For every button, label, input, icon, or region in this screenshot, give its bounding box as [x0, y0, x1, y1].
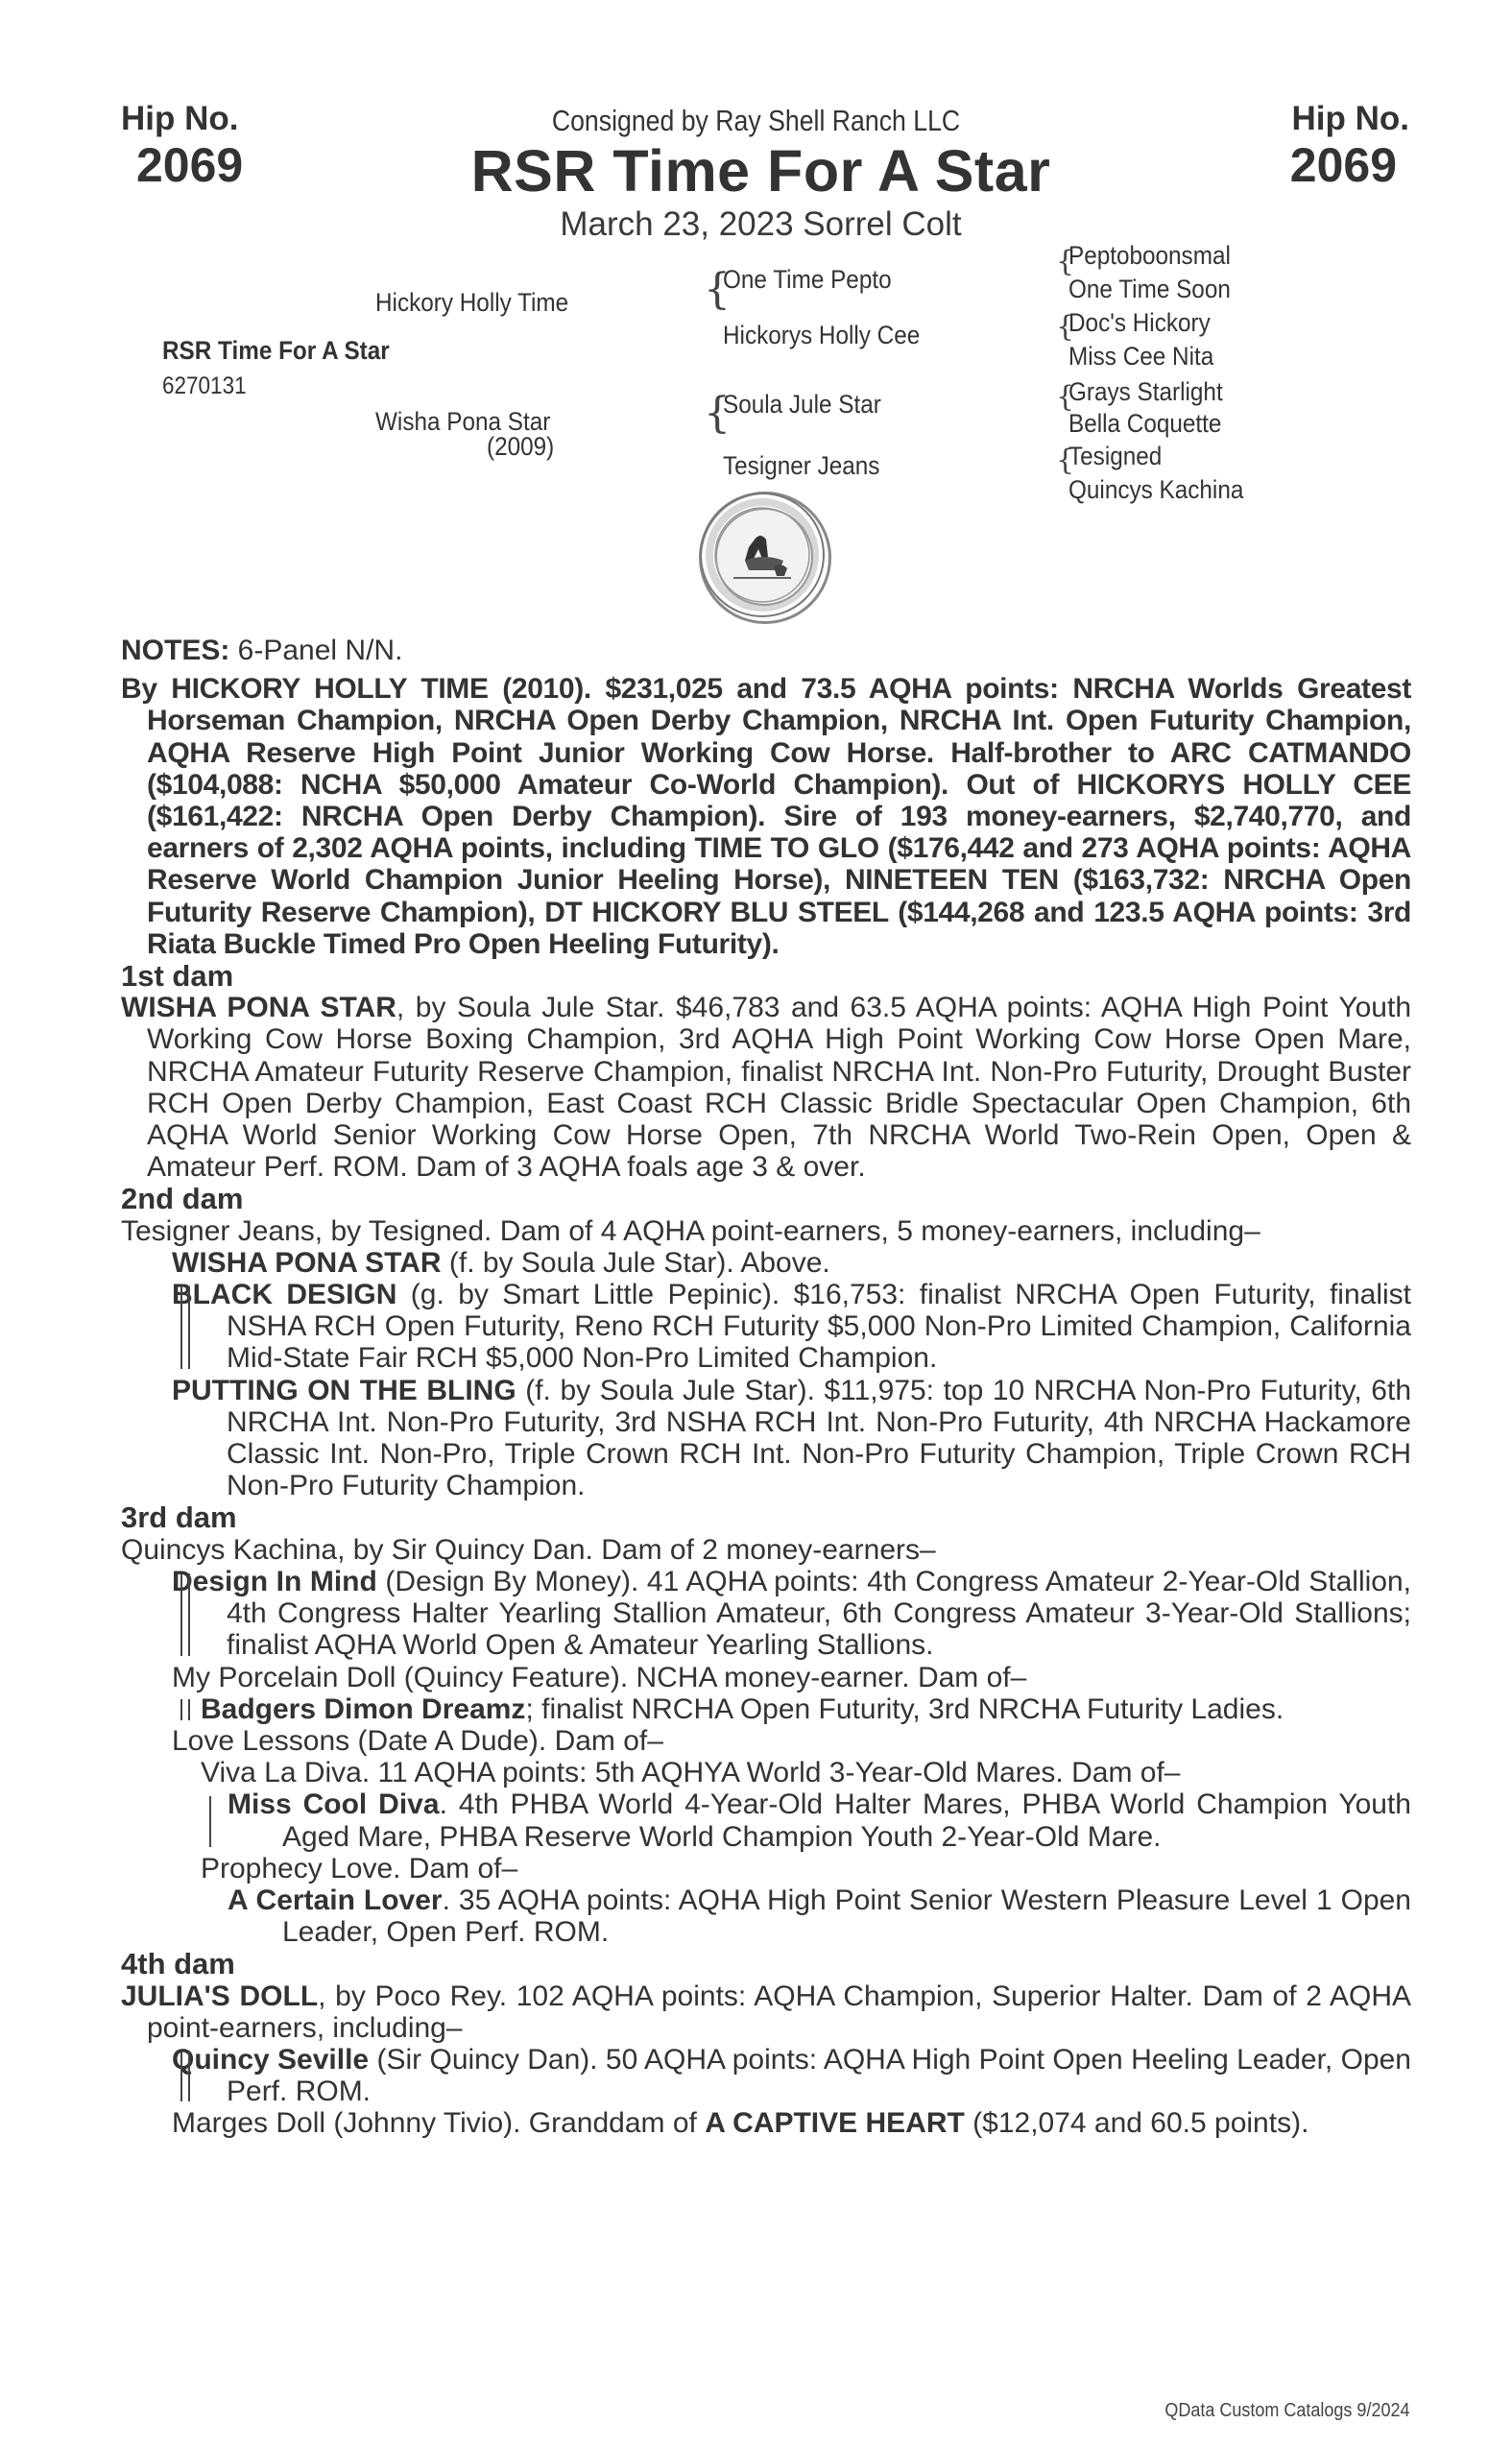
catalog-page-content [121, 629, 1411, 2140]
first-dam-heading: 1st dam [121, 959, 234, 994]
produce-record [121, 1279, 1411, 1375]
consignor: Consigned by Ray Shell Ranch LLC [551, 104, 961, 137]
catalog-footer: QData Custom Catalogs 9/2024 [1164, 2400, 1409, 2421]
fourth-dam-heading: 4th dam [121, 1947, 235, 1981]
pedigree-g2: One Time Soon [1068, 275, 1231, 303]
produce-name: BLACK DESIGN [172, 1279, 397, 1311]
registration-number: 6270131 [162, 372, 247, 399]
pedigree-subject: RSR Time For A Star [162, 336, 390, 365]
produce-record [121, 1884, 1411, 1948]
notes-line [121, 635, 1411, 666]
pedigree-sire: Hickory Holly Time [375, 288, 569, 317]
produce-record [121, 1247, 1411, 1279]
produce-text: (Sir Quincy Dan). 50 AQHA points: AQHA High Point Open Heeling Leader, Open Perf. ROM. [227, 2043, 1411, 2108]
produce-record [121, 2044, 1411, 2107]
produce-text: ($12,074 and 60.5 points). [964, 2107, 1309, 2140]
notes-label: NOTES: [121, 635, 230, 666]
produce-text: (f. by Soula Jule Star). $11,975: top 10 NRCHA Non-Pro Futurity, 6th NRCHA Int. Non-Pro Futurity, 3rd NSHA RCH Int. Non-Pro Futurity, 4th NRCHA Hackamore Classic Int. Non-Pro, Triple Crown RCH Int. Non-Pro Futurity Champion, Triple Crown RCH Non-Pro Futurity Champion. [227, 1374, 1411, 1502]
produce-record: Love Lessons (Date A Dude). Dam of– [172, 1724, 663, 1757]
pedigree-sire-sire: One Time Pepto [723, 265, 892, 294]
produce-record [121, 1375, 1411, 1502]
second-dam-intro: Tesigner Jeans, by Tesigned. Dam of 4 AQHA point-earners, 5 money-earners, including– [121, 1214, 1260, 1247]
second-dam-heading: 2nd dam [121, 1182, 244, 1216]
produce-name: WISHA PONA STAR [172, 1246, 442, 1279]
produce-record: Prophecy Love. Dam of– [201, 1852, 518, 1884]
produce-name: Badgers Dimon Dreamz [201, 1692, 526, 1725]
brace-icon: { [1056, 444, 1075, 477]
produce-text: (Design By Money). 41 AQHA points: 4th Congress Amateur 2-Year-Old Stallion, 4th Congress Halter Yearling Stallion Amateur, 6th Congress Amateur 3-Year-Old Stallions; finalist AQHA World Open & Amateur Yearling Stallions. [227, 1565, 1411, 1662]
sire-information: By HICKORY HOLLY TIME (2010). $231,025 and 73.5 AQHA points: NRCHA Worlds Greatest Horseman Champion, NRCHA Open Derby Champion, NRCHA Int. Open Futurity Champion, AQHA Reserve High Point Junior Working Cow Horse. Half-brother to ARC CATMANDO ($104,088: NCHA $50,000 Amateur Co-World Champion). Out of HICKORYS HOLLY CEE ($161,422: NRCHA Open Derby Champion). Sire of 193 money-earners, $2,740,770, and earners of 2,302 AQHA points, including TIME TO GLO ($176,442 and 273 AQHA points: AQHA Reserve World Champion Junior Heeling Horse), NINETEEN TEN ($163,732: NRCHA Open Futurity Reserve Champion), DT HICKORY BLU STEEL ($144,268 and 123.5 AQHA points: 3rd Riata Buckle Timed Pro Open Heeling Futurity). [121, 673, 1411, 960]
first-dam-paragraph [121, 992, 1411, 1183]
produce-record [121, 1566, 1411, 1662]
brace-icon: { [1056, 380, 1075, 414]
produce-text: (g. by Smart Little Pepinic). $16,753: finalist NRCHA Open Futurity, finalist NSHA RCH Open Futurity, Reno RCH Futurity $5,000 Non-Pro Limited Champion, California Mid-State Fair RCH $5,000 Non-Pro Limited Champion. [227, 1279, 1411, 1375]
ncha-seal-icon [699, 492, 831, 624]
produce-name: A Certain Lover [228, 1884, 443, 1916]
hip-number-left: 2069 [136, 138, 244, 192]
fourth-dam-paragraph [121, 1980, 1411, 2044]
hip-label-right: Hip No. [1291, 100, 1409, 137]
pedigree-sire-dam: Hickorys Holly Cee [723, 321, 921, 349]
pedigree-g5: Grays Starlight [1068, 377, 1223, 406]
produce-name: PUTTING ON THE BLING [172, 1374, 516, 1406]
brace-icon: { [704, 389, 731, 438]
produce-record [121, 1693, 1411, 1725]
pedigree-g4: Miss Cee Nita [1068, 342, 1214, 371]
pedigree-g8: Quincys Kachina [1068, 475, 1244, 504]
pedigree-g7: Tesigned [1068, 442, 1163, 470]
brace-icon: { [1056, 310, 1075, 344]
first-dam-text: , by Soula Jule Star. $46,783 and 63.5 AQHA points: AQHA High Point Youth Working Cow Horse Boxing Champion, 3rd AQHA High Point Working Cow Horse Open Mare, NRCHA Amateur Futurity Reserve Champion, finalist NRCHA Int. Non-Pro Futurity, Drought Buster RCH Open Derby Champion, East Coast RCH Classic Bridle Spectacular Open Champion, 6th AQHA World Senior Working Cow Horse Open, 7th NRCHA World Two-Rein Open, Open & Amateur Perf. ROM. Dam of 3 AQHA foals age 3 & over. [147, 992, 1411, 1184]
produce-text: Marges Doll (Johnny Tivio). Granddam of [172, 2107, 706, 2140]
produce-text: . 35 AQHA points: AQHA High Point Senior Western Pleasure Level 1 Open Leader, Open Perf. ROM. [282, 1884, 1411, 1949]
produce-text: ; finalist NRCHA Open Futurity, 3rd NRCHA Futurity Ladies. [525, 1692, 1284, 1725]
produce-text: (f. by Soula Jule Star). Above. [441, 1246, 830, 1279]
pedigree-g3: Doc's Hickory [1068, 308, 1211, 337]
produce-record: My Porcelain Doll (Quincy Feature). NCHA money-earner. Dam of– [172, 1661, 1027, 1693]
produce-record [121, 1788, 1411, 1852]
hip-label-left: Hip No. [121, 100, 239, 137]
fourth-dam-name: JULIA'S DOLL [121, 1980, 319, 2012]
pedigree-dam-year: (2009) [487, 432, 555, 461]
produce-name: Design In Mind [172, 1565, 377, 1597]
foal-description: March 23, 2023 Sorrel Colt [560, 205, 962, 243]
brace-icon: { [704, 265, 731, 314]
pedigree-g1: Peptoboonsmal [1068, 241, 1231, 270]
produce-name: Miss Cool Diva [228, 1788, 440, 1821]
pedigree-dam-sire: Soula Jule Star [723, 390, 881, 419]
produce-text: . 4th PHBA World 4-Year-Old Halter Mares, PHBA World Champion Youth Aged Mare, PHBA Reserve World Champion Youth 2-Year-Old Mare. [282, 1788, 1411, 1853]
produce-record [121, 2107, 1411, 2139]
pedigree-g6: Bella Coquette [1068, 409, 1222, 438]
pedigree-dam-dam: Tesigner Jeans [723, 451, 880, 480]
third-dam-heading: 3rd dam [121, 1500, 237, 1535]
produce-name: A CAPTIVE HEART [705, 2107, 965, 2140]
brace-icon: { [1056, 245, 1075, 278]
first-dam-name: WISHA PONA STAR [121, 992, 396, 1024]
produce-record: Viva La Diva. 11 AQHA points: 5th AQHYA World 3-Year-Old Mares. Dam of– [201, 1757, 1181, 1789]
hip-number-right: 2069 [1289, 138, 1397, 192]
pedigree-dam: Wisha Pona Star [375, 407, 551, 436]
third-dam-intro: Quincys Kachina, by Sir Quincy Dan. Dam of 2 money-earners– [121, 1533, 936, 1566]
horse-name-title: RSR Time For A Star [470, 138, 1051, 204]
notes-text: 6-Panel N/N. [229, 635, 403, 666]
produce-name: Quincy Seville [172, 2043, 370, 2076]
fourth-dam-text: , by Poco Rey. 102 AQHA points: AQHA Champion, Superior Halter. Dam of 2 AQHA point-earners, including– [147, 1980, 1411, 2044]
